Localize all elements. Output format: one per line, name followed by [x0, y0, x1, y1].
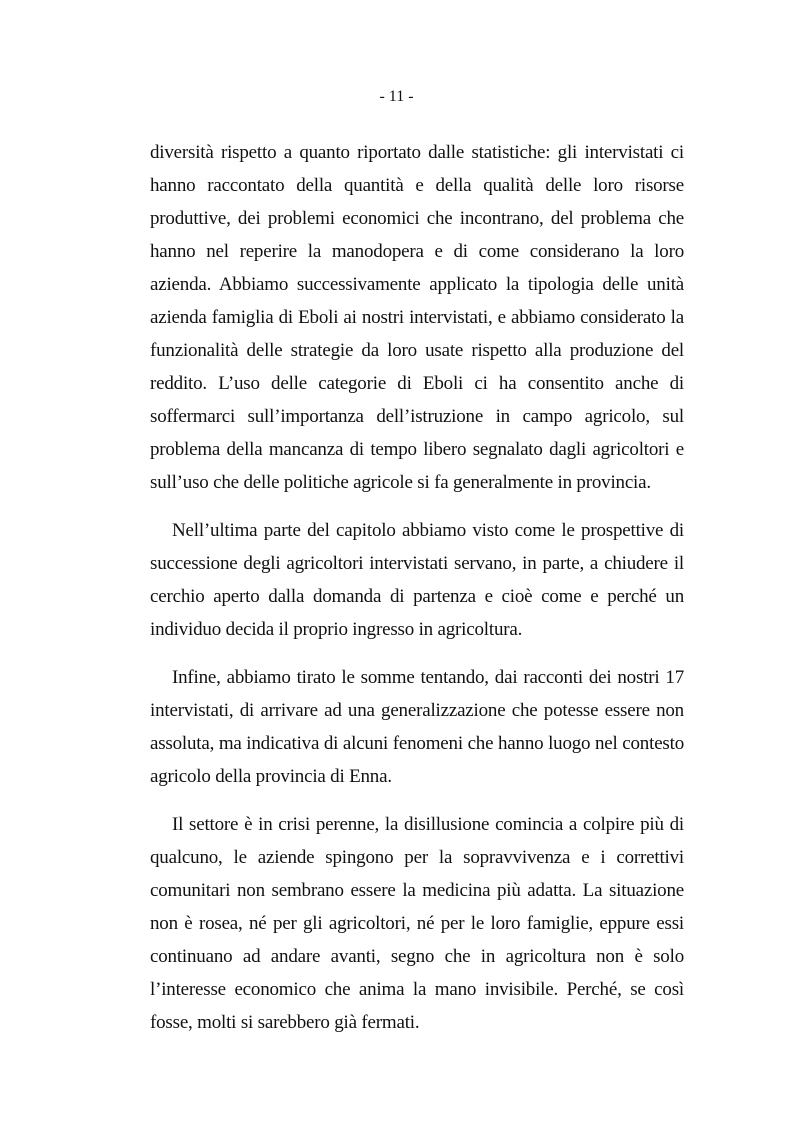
- paragraph-summary: Infine, abbiamo tirato le somme tentando, dai racconti dei nostri 17 intervistati, di arrivare ad una generalizzazione che potesse essere non assoluta, ma indicativa di alcuni fenomeni che hanno luogo nel contesto agricolo della provincia di Enna.: [150, 667, 684, 787]
- paragraph-crisis: Il settore è in crisi perenne, la disillusione comincia a colpire più di qualcuno, le aziende spingono per la sopravvivenza e i correttivi comunitari non sembrano essere la medicina più adatta. La situazione non è rosea, né per gli agricoltori, né per le loro famiglie, eppure essi continuano ad andare avanti, segno che in agricoltura non è solo l’interesse economico che anima la mano invisibile. Perché, se così fosse, molti si sarebbero già fermati.: [150, 814, 684, 1033]
- paragraph-succession: Nell’ultima parte del capitolo abbiamo visto come le prospettive di successione degli agricoltori intervistati servano, in parte, a chiudere il cerchio aperto dalla domanda di partenza e cioè come e perché un individuo decida il proprio ingresso in agricoltura.: [150, 520, 684, 640]
- paragraph-continued: diversità rispetto a quanto riportato dalle statistiche: gli intervistati ci hanno raccontato della quantità e della qualità delle loro risorse produttive, dei problemi economici che incontrano, del problema che hanno nel reperire la manodopera e di come considerano la loro azienda. Abbiamo successivamente applicato la tipologia delle unità azienda famiglia di Eboli ai nostri intervistati, e abbiamo considerato la funzionalità delle strategie da loro usate rispetto alla produzione del reddito. L’uso delle categorie di Eboli ci ha consentito anche di soffermarci sull’importanza dell’istruzione in campo agricolo, sul problema della mancanza di tempo libero segnalato dagli agricoltori e sull’uso che delle politiche agricole si fa generalmente in provincia.: [150, 142, 684, 493]
- body-text: [150, 136, 684, 1054]
- page-number: - 11 -: [379, 88, 414, 105]
